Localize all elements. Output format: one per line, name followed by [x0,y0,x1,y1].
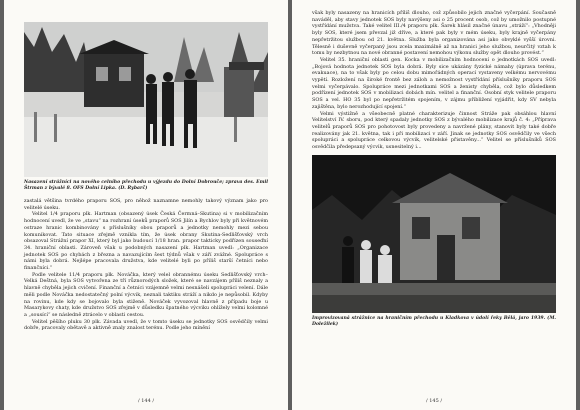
border-post-photo [24,22,268,177]
right-paragraph: Velmi výstižně a všeobecně platné charakterizuje činnost Stráže pak obsáhlou hlavní Velitelství IV. sboru, pod který spadaly jednotky SOS z bývalého mobilizace krajů č. 4: „Příprava velitelů praporů SOS pro pohotovost byly provedeny a navržené plány, stanovit byly také dobře realizovány jak 21. května, tak i při mobilizaci v září. Jinak se jednotky SOS osvědčily ve všech spolupráci a spolupráce celkovou výcvik, velitelské přistavěny...“ Velitel se příslušníků SOS osvědčila předepsaný výcvik, usnesitelný i... [312,110,556,151]
left-page [4,0,288,410]
right-page-number: / 145 / [425,398,443,404]
right-paragraph: Velitel 35. hraniční oblasti gen. Kocka v mobilizačním hodnocení o jednotkách SOS uvedl: „Bojová hodnota jednotek SOS byla dobrá. Byly sice ukázány fyzické námahy (úprava terénu, evakuace), na to však byly po celou dobu mimořádných operací vystaveny velkému nervovému vypětí. Rozložení na široké frontě bez záloh a nemožnost vystřídání příslušníky praporu SOS velmi vyčerpávalo. Spolupráce mezi jednotkami SOS a ženisty chyběla, což bylo důsledkem podřízení jednotek SOS v mobilizaci dobách mín. velitel a finanční. Osobní styk velitele praporu SOS a vel. HO 35 byl po nepřetržitém spojením, v zájmu příbližení vyjádřit, kdy SV nebyla zajištěna, bylo nerozhodující spojení.“ [312,56,556,110]
right-body-text [312,10,556,151]
guard-hut-photo-image [312,155,556,313]
left-paragraph: zastalá většina tvrdého praporu SOS, pro něhož naznamne nemohly takový význam jako pro velitelé úseku. [24,198,268,211]
right-paragraph: však byly nasazeny na hranicích příliš dlouho, což způsobilo jejich značné vyčerpání. Současně naváděl, aby stavy jednotek SOS byly navýšeny asi o 25 procent osob, což by umožnilo postupné vystřídání mužstva. Také velitel III./4 praporu plk. Šarek hlásil značné únavu „stráží“: „Vhodněji byly SOS, které jsem převzal již dříve, a které pak byly v mém úseku, byly krajně vyčerpány nepřetržitou službou od 21. května. Služba byla organizována asi jako obvyklé vyšší úrovni. Tělesně i duševně vyčerpaný jsou zcela maximálně až na hranici jeho službou, neurčitý vztah k tomu by nezbytnou na nové obranné postavení nemohou výkonu služby opět dlouho provést.“ [312,10,556,57]
left-photo-caption: Nasazení strážníci na nového celního přechodu u výjezdu do Dolní Dobrouče; zprava des. Emil Štrman z bývalé 8. OFS Dolní Lipka. (D. Rybarč) [24,180,268,191]
left-paragraph: Podle velitele 11/4 praporu plk. Nováčka, který velel obrannému úseku Sedlišťovský vrch–Velká Deštná, byla SOS vytvořena ze tří různorodých složek, které se navzájem příliš neznaly a hlavně chyběla jejich cvičení. Finanční a četníci vzájemně velmi nesnášeli spolupráci velení. Dále měli podle Nováčka nedostatečný polní výcvik, neznali taktiku stráží a nikdo je nepůsobil. Kdyby na rovinu, kde kdy se bojovalo byla stiženě. Nováček vyvozoval hlavně z případu boje u Masarykovy chaty, kde družstvo SOS zřejmě v důsledku špatného výcviku ohlížely velmi kolomné a „sousící“ se následně ztrácelo v oblasti cestou. [24,271,268,318]
left-page-number: / 144 / [137,398,155,404]
guard-hut-photo [312,155,556,313]
border-post-photo-image [24,22,268,177]
left-paragraph: Velitel 1/4 praporu plk. Hartman (obsazený úsek Česká Čermná–Skutina) si v mobilizačním hodnocení uvedl, že ve „stavu“ na rozhraní úseků praporů SOS Jilín a Bychlov byly při květnovém ostraze hranic kombinovány s příslušníky obou praporů a jednotky nemohly mezi sebou komunikovat. Tato situace zřejmě vznikla tím, že úsek obrany Skutina-Sedlišťovský vrch obsazoval Strážní prapor XI, který byl jako budoucí 1/18 hran. prapor takticky podřízen souseďní 34. hraniční oblasti. Zároveň však u podobných nasazení plk. Hartman uvedl: „Organizace jednotek SOS po chybách z března a navazujícím šest týdnů však v září zvážné. Spolupráce s námi byla dobrá. Nejlépe pracovala družstva, kde velitelé byli po příliš starší četníci nebo finančníci.“ [24,211,268,272]
right-photo-caption: Improvizovaná strážnice na hraničním přechodu u Kladkova v údolí řeky Bělá, jaro 1939. (M. Doležilek) [312,315,556,327]
left-body-text [24,198,268,332]
right-page [292,0,576,410]
left-paragraph: Velitel pěšího pluku 30 plk. Závada uvedl, že v tomto úseku se jednotky SOS osvědčily velmi dobře, pracovaly obětavě a aktivně znaly znalost terénu. Podle jeho mínění [24,318,268,332]
